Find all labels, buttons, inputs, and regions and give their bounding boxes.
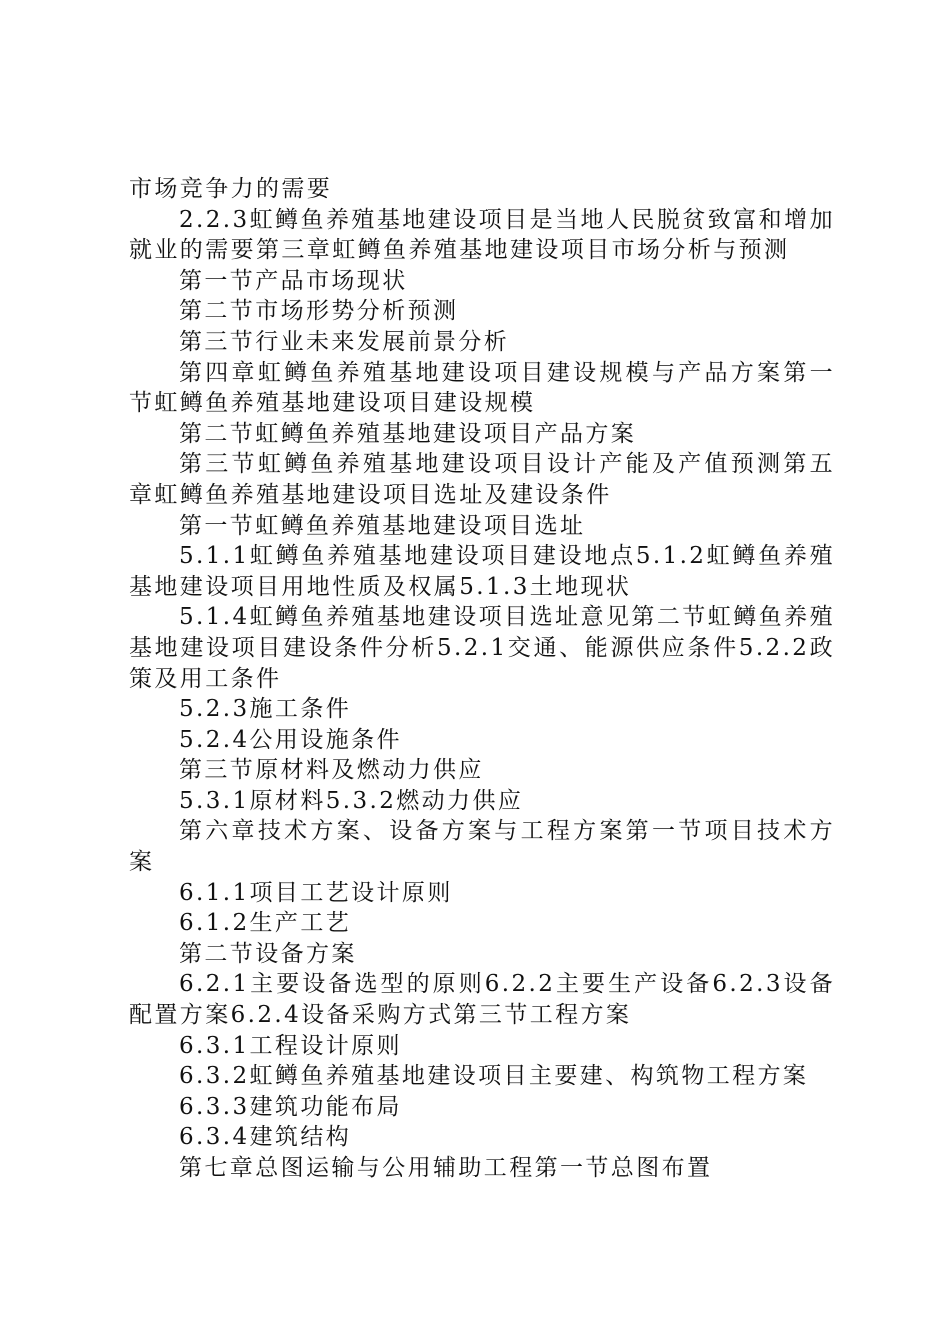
paragraph-6-2-1: 6.2.1主要设备选型的原则6.2.2主要生产设备6.2.3设备配置方案6.2.4设备采购方式第三节工程方案 <box>129 971 835 1029</box>
paragraph-chapter-7: 第七章总图运输与公用辅助工程第一节总图布置 <box>179 1155 713 1181</box>
paragraph-6-3-3: 6.3.3建筑功能布局 <box>179 1093 402 1120</box>
paragraph-5-1-4: 5.1.4虹鳟鱼养殖基地建设项目选址意见第二节虹鳟鱼养殖基地建设项目建设条件分析5.2.1交通、能源供应条件5.2.2政策及用工条件 <box>129 604 835 692</box>
paragraph-market-competitiveness: 市场竞争力的需要 <box>129 176 333 202</box>
paragraph-5-3-1: 5.3.1原材料5.3.2燃动力供应 <box>179 787 524 814</box>
paragraph-6-3-1: 6.3.1工程设计原则 <box>179 1032 402 1059</box>
paragraph-section-1-site-selection: 第一节虹鳟鱼养殖基地建设项目选址 <box>179 512 586 539</box>
paragraph-5-2-4: 5.2.4公用设施条件 <box>179 726 402 753</box>
paragraph-5-2-3: 5.2.3施工条件 <box>179 696 352 723</box>
paragraph-section-2-equipment: 第二节设备方案 <box>179 940 357 967</box>
paragraph-6-3-4: 6.3.4建筑结构 <box>179 1124 352 1151</box>
paragraph-chapter-5: 第三节虹鳟鱼养殖基地建设项目设计产能及产值预测第五章虹鳟鱼养殖基地建设项目选址及建设条件 <box>129 451 835 508</box>
paragraph-section-3-materials: 第三节原材料及燃动力供应 <box>179 757 484 784</box>
paragraph-section-2-market-forecast: 第二节市场形势分析预测 <box>179 298 459 325</box>
paragraph-2-2-3: 2.2.3虹鳟鱼养殖基地建设项目是当地人民脱贫致富和增加就业的需要第三章虹鳟鱼养殖基地建设项目市场分析与预测 <box>129 206 835 264</box>
paragraph-chapter-4: 第四章虹鳟鱼养殖基地建设项目建设规模与产品方案第一节虹鳟鱼养殖基地建设项目建设规模 <box>129 359 835 417</box>
paragraph-5-1-1: 5.1.1虹鳟鱼养殖基地建设项目建设地点5.1.2虹鳟鱼养殖基地建设项目用地性质及权属5.1.3土地现状 <box>129 543 835 600</box>
paragraph-6-3-2: 6.3.2虹鳟鱼养殖基地建设项目主要建、构筑物工程方案 <box>179 1063 809 1090</box>
paragraph-section-1-market-status: 第一节产品市场现状 <box>179 267 408 294</box>
paragraph-section-2-product-plan: 第二节虹鳟鱼养殖基地建设项目产品方案 <box>179 420 637 447</box>
document-body <box>129 174 835 1184</box>
paragraph-chapter-6: 第六章技术方案、设备方案与工程方案第一节项目技术方案 <box>129 818 835 876</box>
paragraph-6-1-2: 6.1.2生产工艺 <box>179 910 352 937</box>
paragraph-6-1-1: 6.1.1项目工艺设计原则 <box>179 879 453 906</box>
paragraph-section-3-industry-outlook: 第三节行业未来发展前景分析 <box>179 328 510 355</box>
